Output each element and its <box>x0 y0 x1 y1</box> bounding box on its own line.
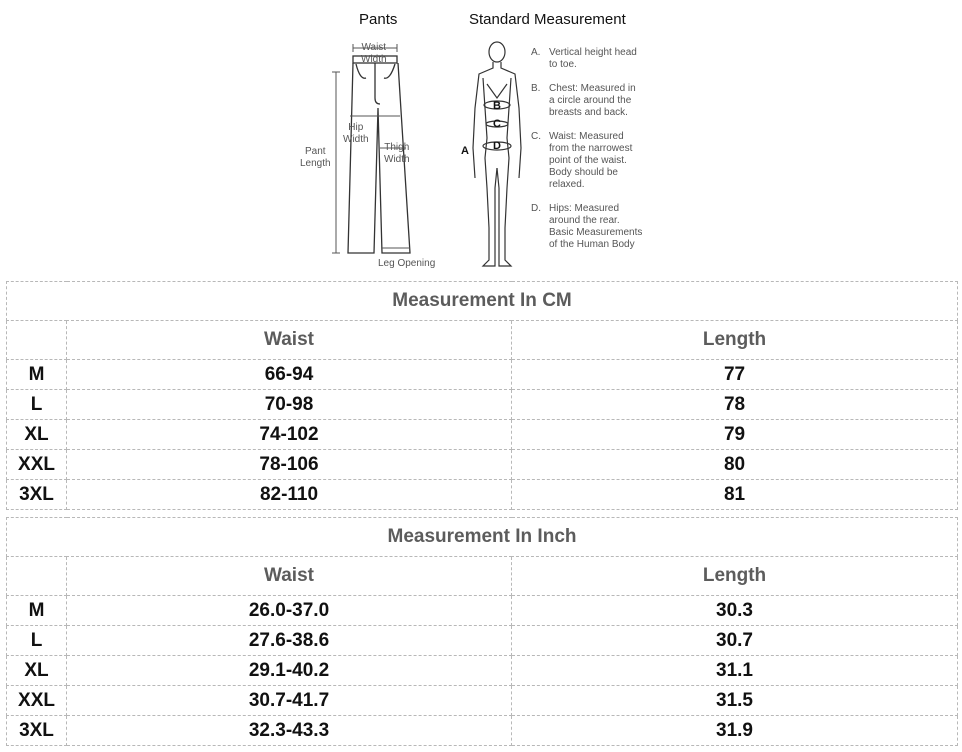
length-cell: 31.9 <box>512 716 958 746</box>
table-row <box>7 686 958 716</box>
waist-cell: 70-98 <box>67 390 512 420</box>
length-cell: 81 <box>512 480 958 510</box>
length-cell: 31.1 <box>512 656 958 686</box>
note-d: D. Hips: Measured around the rear. Basic Measurements of the Human Body <box>531 203 643 250</box>
table-row <box>7 626 958 656</box>
table-header-size <box>7 557 67 596</box>
note-c: C. Waist: Measured from the narrowest point of the waist. Body should be relaxed. <box>531 131 633 190</box>
table-header-length: Length <box>512 557 958 596</box>
waist-cell: 32.3-43.3 <box>67 716 512 746</box>
body-letter-d: D <box>493 140 501 152</box>
table-header-length: Length <box>512 321 958 360</box>
inch-size-table <box>6 517 958 746</box>
size-cell: XXL <box>7 686 67 716</box>
thigh-width-label: Thigh Width <box>384 142 410 165</box>
cm-size-table <box>6 281 958 510</box>
table-row <box>7 716 958 746</box>
body-letter-c: C <box>493 118 501 130</box>
standard-measurement-title: Standard Measurement <box>469 11 626 28</box>
size-cell: M <box>7 596 67 626</box>
table-row <box>7 450 958 480</box>
waist-cell: 27.6-38.6 <box>67 626 512 656</box>
table-row <box>7 480 958 510</box>
length-cell: 31.5 <box>512 686 958 716</box>
table-header-waist: Waist <box>67 557 512 596</box>
length-cell: 30.7 <box>512 626 958 656</box>
size-cell: L <box>7 626 67 656</box>
table-row <box>7 656 958 686</box>
body-letter-b: B <box>493 100 501 112</box>
waist-cell: 30.7-41.7 <box>67 686 512 716</box>
hip-width-label: Hip Width <box>343 122 369 145</box>
pants-diagram <box>320 38 430 268</box>
note-a: A. Vertical height head to toe. <box>531 47 637 70</box>
waist-width-label: Waist Width <box>361 42 387 65</box>
leg-opening-label: Leg Opening <box>378 258 436 269</box>
body-letter-a: A <box>461 145 469 157</box>
length-cell: 30.3 <box>512 596 958 626</box>
table-title: Measurement In Inch <box>7 518 958 557</box>
size-cell: L <box>7 390 67 420</box>
size-cell: XL <box>7 656 67 686</box>
waist-cell: 66-94 <box>67 360 512 390</box>
table-title: Measurement In CM <box>7 282 958 321</box>
waist-cell: 78-106 <box>67 450 512 480</box>
length-cell: 78 <box>512 390 958 420</box>
length-cell: 77 <box>512 360 958 390</box>
size-cell: 3XL <box>7 716 67 746</box>
waist-cell: 74-102 <box>67 420 512 450</box>
size-cell: XXL <box>7 450 67 480</box>
table-header-waist: Waist <box>67 321 512 360</box>
pants-title: Pants <box>359 11 398 28</box>
body-diagram <box>465 38 530 273</box>
size-cell: XL <box>7 420 67 450</box>
length-cell: 79 <box>512 420 958 450</box>
table-header-size <box>7 321 67 360</box>
measurement-figure <box>0 0 962 280</box>
length-cell: 80 <box>512 450 958 480</box>
table-row <box>7 390 958 420</box>
waist-cell: 82-110 <box>67 480 512 510</box>
waist-cell: 26.0-37.0 <box>67 596 512 626</box>
size-cell: 3XL <box>7 480 67 510</box>
note-b: B. Chest: Measured in a circle around the breasts and back. <box>531 83 636 118</box>
table-row <box>7 360 958 390</box>
waist-cell: 29.1-40.2 <box>67 656 512 686</box>
pant-length-label: Pant Length <box>300 146 331 169</box>
size-cell: M <box>7 360 67 390</box>
table-row <box>7 420 958 450</box>
table-row <box>7 596 958 626</box>
